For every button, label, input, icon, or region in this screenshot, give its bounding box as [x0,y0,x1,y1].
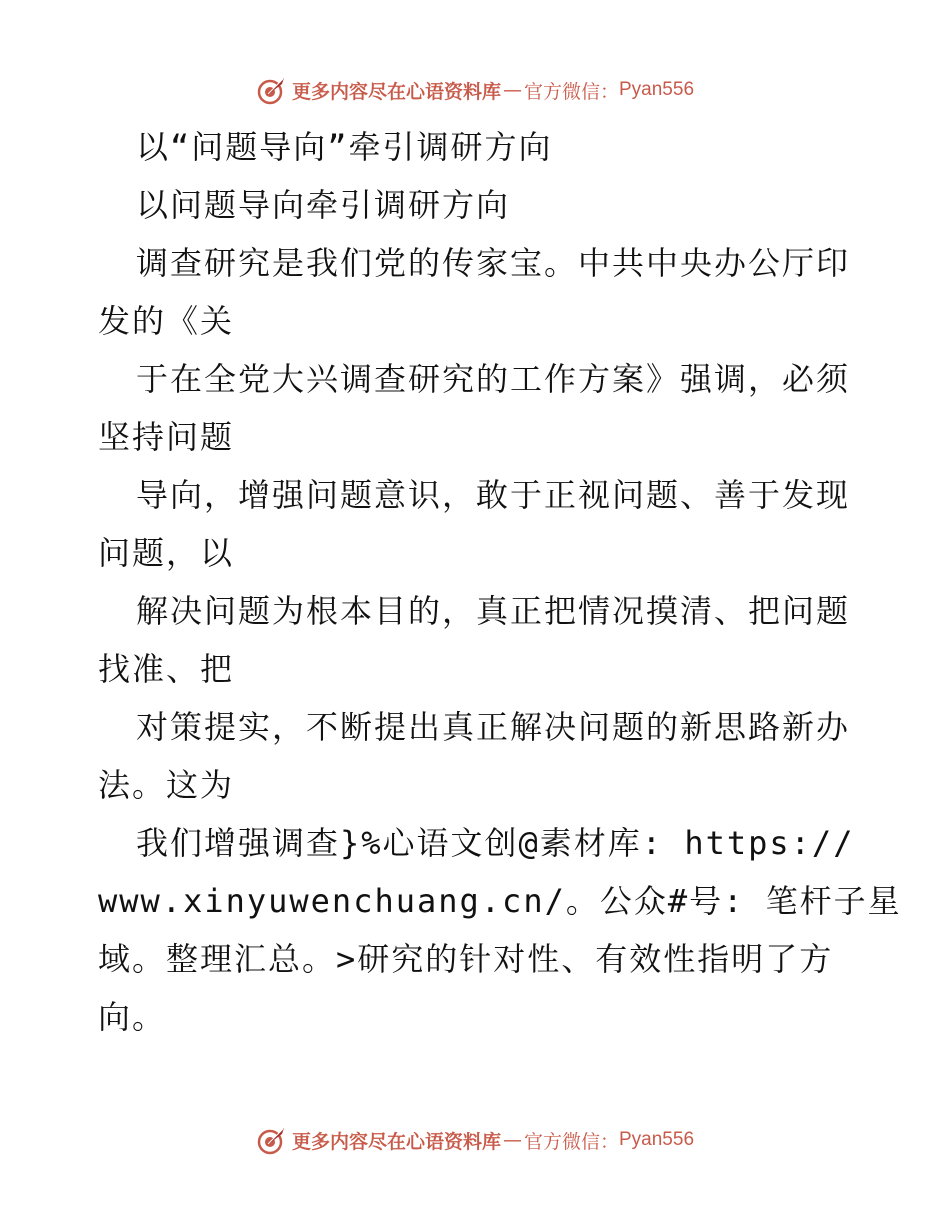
doc-line: 解决问题为根本目的，真正把情况摸清、把问题 [136,592,851,630]
footer-watermark [0,1120,950,1160]
doc-line: 问题，以 [98,534,235,572]
feather-quill-circle-icon [256,1124,288,1156]
doc-line: 发的《关 [98,302,235,340]
watermark-text: 更多内容尽在心语资料库 [291,80,501,103]
doc-line: www.xinyuwenchuang.cn/。公众#号: 笔杆子星 [98,882,902,920]
doc-line: 以问题导向牵引调研方向 [136,186,511,224]
watermark-dash: — [502,1129,522,1151]
watermark-wechat-id: Pyan556 [619,79,695,100]
doc-line: 找准、把 [98,650,235,688]
doc-line: 向。 [98,998,167,1036]
doc-line: 导向，增强问题意识，敢于正视问题、善于发现 [136,476,851,514]
doc-line: 以“问题导向”牵引调研方向 [136,128,553,166]
header-watermark [0,70,950,110]
doc-line: 法。这为 [98,766,235,804]
doc-line: 坚持问题 [98,418,235,456]
watermark-wechat-label: 官方微信： [523,1130,619,1153]
doc-line: 我们增强调查}%心语文创@素材库: https:// [136,824,855,862]
doc-line: 于在全党大兴调查研究的工作方案》强调，必须 [136,360,851,398]
watermark-wechat-label: 官方微信： [523,80,619,103]
watermark-wechat-id: Pyan556 [619,1129,695,1150]
doc-line: 域。整理汇总。>研究的针对性、有效性指明了方 [98,940,834,978]
doc-line: 调查研究是我们党的传家宝。中共中央办公厅印 [136,244,851,282]
feather-quill-circle-icon [256,74,288,106]
document-body [98,118,902,1046]
doc-line: 对策提实，不断提出真正解决问题的新思路新办 [136,708,851,746]
watermark-dash: — [502,79,522,101]
watermark-text: 更多内容尽在心语资料库 [291,1130,501,1153]
